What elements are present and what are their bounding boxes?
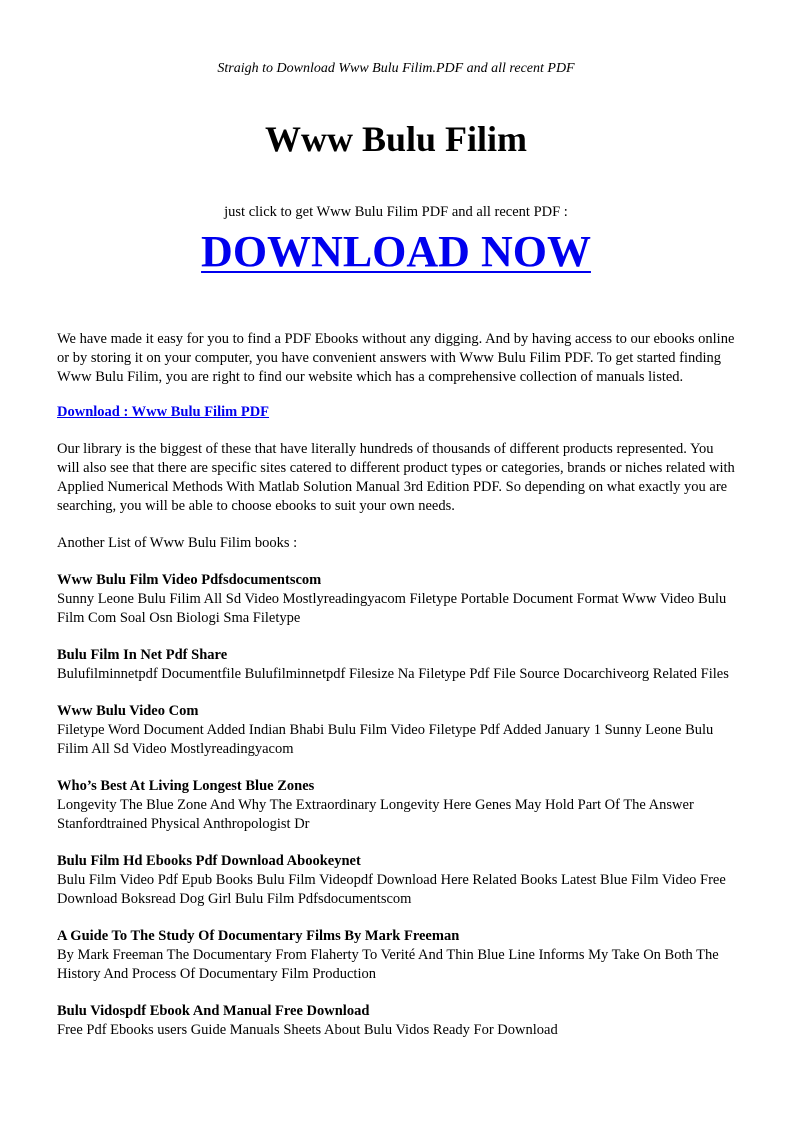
book-entry: [57, 571, 737, 628]
another-list-heading: Another List of Www Bulu Filim books :: [57, 535, 298, 551]
book-title: Bulu Vidospdf Ebook And Manual Free Download: [57, 1003, 370, 1019]
book-entry: [57, 702, 737, 759]
book-entry: [57, 852, 737, 909]
book-entry: [57, 777, 737, 834]
download-now-link[interactable]: DOWNLOAD NOW: [201, 227, 591, 276]
subtitle: just click to get Www Bulu Filim PDF and all recent PDF :: [224, 204, 568, 220]
book-description: Sunny Leone Bulu Filim All Sd Video Mostlyreadingyacom Filetype Portable Document Format Www Video Bulu Film Com Soal Osn Biologi Sma Filetype: [57, 591, 727, 626]
page-title: Www Bulu Filim: [264, 119, 528, 159]
book-description: Free Pdf Ebooks users Guide Manuals Sheets About Bulu Vidos Ready For Download: [57, 1022, 558, 1038]
intro-paragraph: We have made it easy for you to find a PDF Ebooks without any digging. And by having access to our ebooks online or by storing it on your computer, you have convenient answers with Www Bulu Filim PDF. To get started finding Www Bulu Filim, you are right to find our website which has a comprehensive collection of manuals listed.: [57, 331, 735, 385]
book-title: Www Bulu Film Video Pdfsdocumentscom: [57, 572, 322, 588]
book-entry: [57, 927, 737, 984]
book-entry: [57, 1002, 737, 1040]
book-title: A Guide To The Study Of Documentary Films By Mark Freeman: [57, 928, 460, 944]
body-content: [57, 330, 737, 1058]
book-title: Bulu Film In Net Pdf Share: [57, 647, 228, 663]
book-description: Bulufilminnetpdf Documentfile Bulufilminnetpdf Filesize Na Filetype Pdf File Source Docarchiveorg Related Files: [57, 666, 729, 682]
book-title: Who’s Best At Living Longest Blue Zones: [57, 778, 315, 794]
book-description: Longevity The Blue Zone And Why The Extraordinary Longevity Here Genes May Hold Part Of The Answer Stanfordtrained Physical Anthropologist Dr: [57, 797, 694, 832]
download-pdf-link[interactable]: Download : Www Bulu Filim PDF: [57, 404, 270, 420]
book-entry: [57, 646, 737, 684]
book-title: Www Bulu Video Com: [57, 703, 199, 719]
book-description: By Mark Freeman The Documentary From Flaherty To Verité And Thin Blue Line Informs My Take On Both The History And Process Of Documentary Film Production: [57, 947, 719, 982]
book-description: Filetype Word Document Added Indian Bhabi Bulu Film Video Filetype Pdf Added January 1 Sunny Leone Bulu Filim All Sd Video Mostlyreadingyacom: [57, 722, 714, 757]
top-note: Straigh to Download Www Bulu Filim.PDF and all recent PDF: [217, 61, 575, 76]
book-title: Bulu Film Hd Ebooks Pdf Download Abookeynet: [57, 853, 361, 869]
library-paragraph: Our library is the biggest of these that have literally hundreds of thousands of different products represented. You will also see that there are specific sites catered to different product types or categories, brands or niches related with Applied Numerical Methods With Matlab Solution Manual 3rd Edition PDF. So depending on what exactly you are searching, you will be able to choose ebooks to suit your own needs.: [57, 441, 735, 514]
book-description: Bulu Film Video Pdf Epub Books Bulu Film Videopdf Download Here Related Books Latest Blue Film Video Free Download Boksread Dog Girl Bulu Film Pdfsdocumentscom: [57, 872, 726, 907]
